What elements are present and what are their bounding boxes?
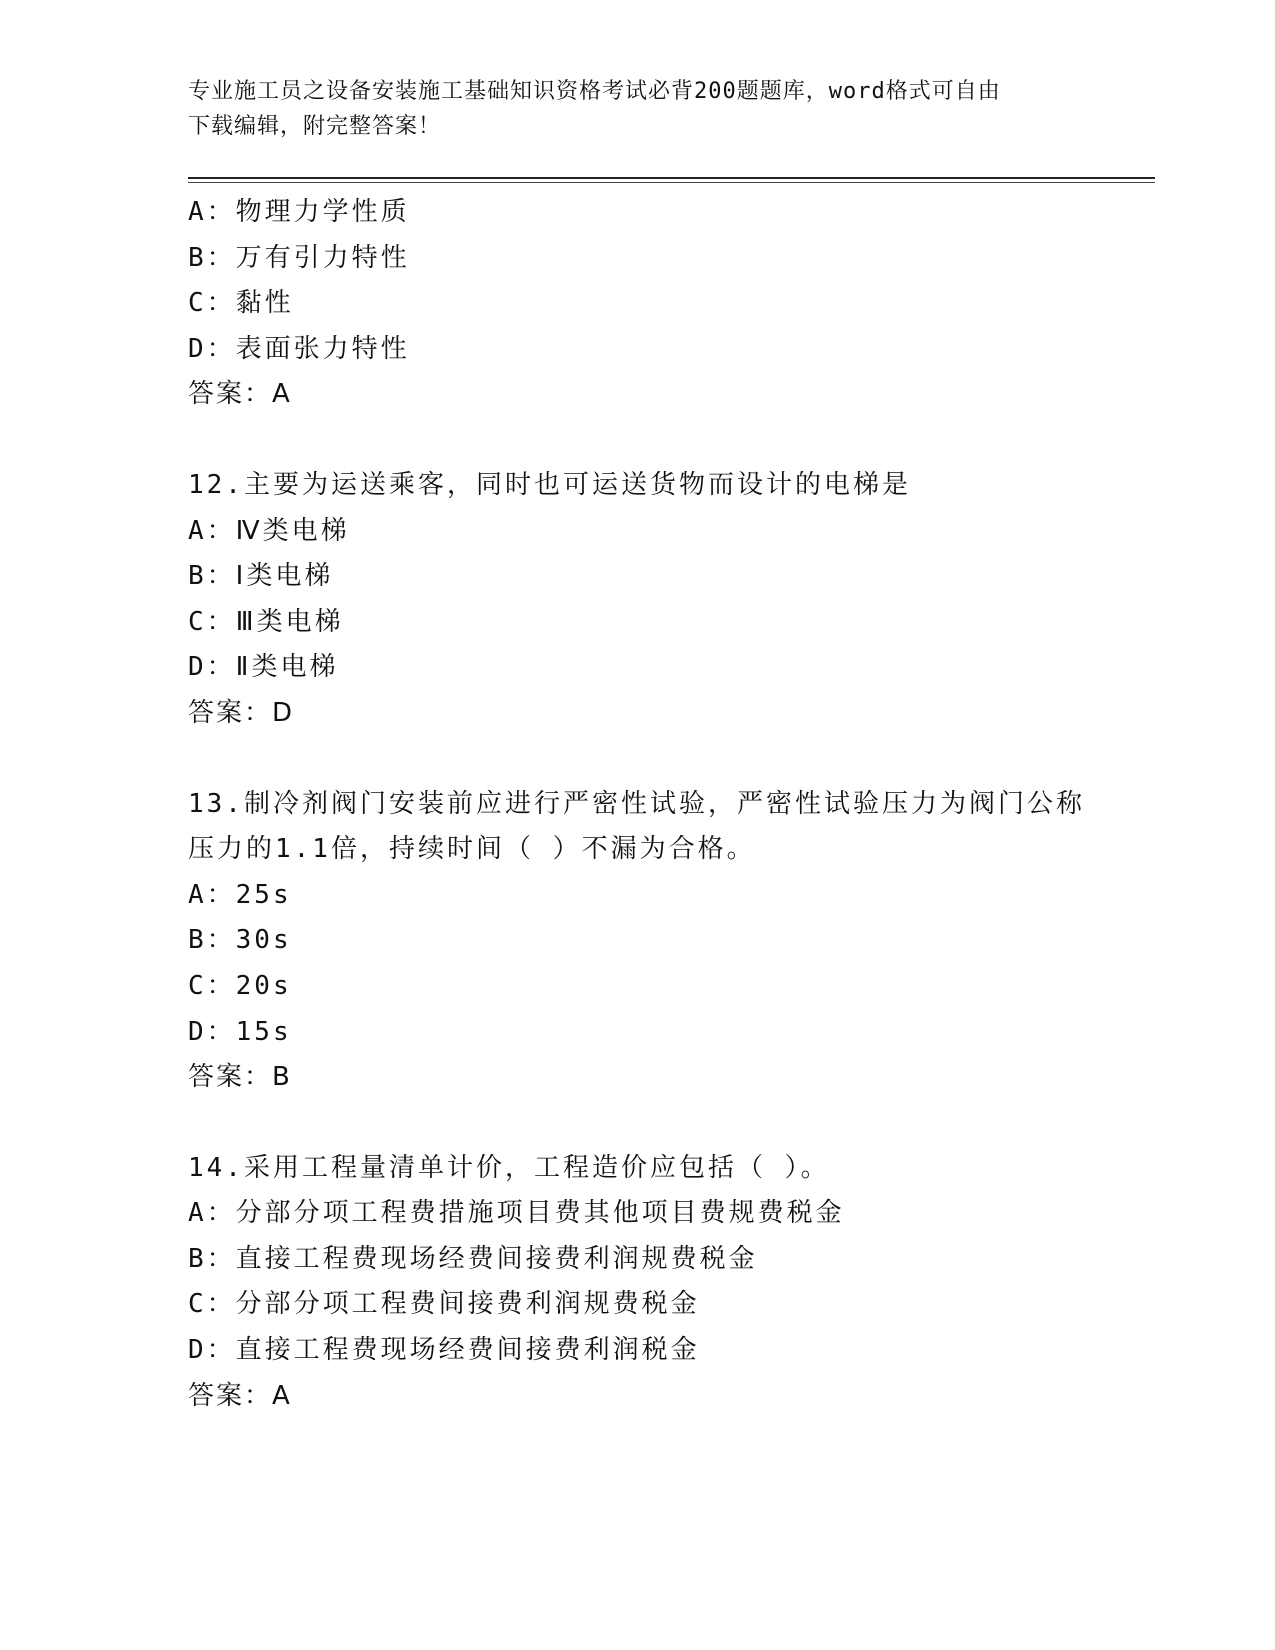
question-block-11 (188, 190, 1148, 418)
option-b: B：30s (188, 925, 292, 956)
option-a: A：物理力学性质 (188, 197, 410, 227)
header-divider-thick (188, 177, 1155, 179)
answer-line: 答案：B (188, 1062, 292, 1093)
option-d: D：直接工程费现场经费间接费利润税金 (188, 1335, 700, 1366)
option-d: D：表面张力特性 (188, 333, 410, 364)
question-text: 12.主要为运送乘客，同时也可运送货物而设计的电梯是 (188, 469, 911, 500)
document-header (188, 74, 1088, 144)
answer-line: 答案：A (188, 1380, 292, 1411)
option-a: A：25s (188, 879, 292, 910)
spacer (188, 418, 1148, 463)
question-text-line-2: 压力的1.1倍，持续时间（ ）不漏为合格。 (188, 834, 756, 865)
option-b: B：直接工程费现场经费间接费利润规费税金 (188, 1243, 758, 1274)
question-block-14 (188, 1146, 1148, 1420)
answer-line: 答案：D (188, 697, 295, 728)
header-divider-thin (188, 182, 1155, 183)
question-block-12 (188, 463, 1148, 737)
option-a: A：Ⅳ类电梯 (188, 515, 350, 546)
question-block-13 (188, 782, 1148, 1101)
option-d: D：15s (188, 1016, 292, 1047)
option-c: C：Ⅲ类电梯 (188, 606, 344, 637)
option-a: A：分部分项工程费措施项目费其他项目费规费税金 (188, 1198, 845, 1229)
option-c: C：20s (188, 970, 292, 1001)
header-line-2: 下载编辑，附完整答案！ (188, 114, 442, 139)
question-text: 14.采用工程量清单计价，工程造价应包括（ ）。 (188, 1152, 830, 1183)
header-line-1: 专业施工员之设备安装施工基础知识资格考试必背200题题库，word格式可自由 (188, 79, 1001, 104)
option-c: C：分部分项工程费间接费利润规费税金 (188, 1289, 700, 1320)
spacer (188, 737, 1148, 782)
option-b: B：Ⅰ类电梯 (188, 561, 334, 592)
spacer (188, 1101, 1148, 1146)
question-text-line-1: 13.制冷剂阀门安装前应进行严密性试验，严密性试验压力为阀门公称 (188, 788, 1085, 819)
option-c: C：黏性 (188, 288, 294, 319)
option-d: D：Ⅱ类电梯 (188, 652, 339, 683)
answer-line: 答案：A (188, 379, 292, 410)
question-list (188, 190, 1148, 1419)
option-b: B：万有引力特性 (188, 242, 410, 273)
